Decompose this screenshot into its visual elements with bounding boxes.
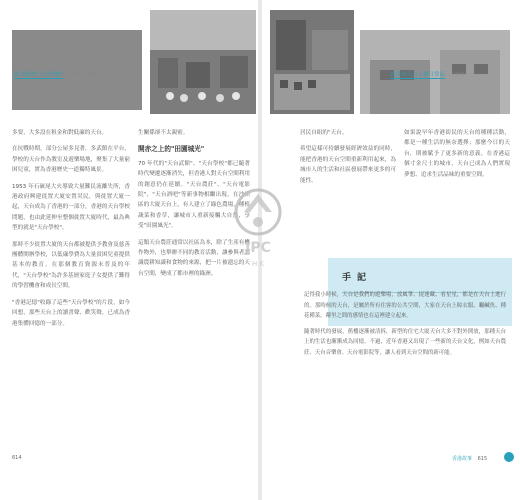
notes-para-2: 隨著時代的發展，舊樓逐漸被清拆，新型的住宅大廈天台大多不對外開放，那種天台上的生活也漸漸成為回憶。不過，近年香港又出現了一些新的天台文化，例如天台農莊、天台音樂會、天台電影院等，讓人看到天台空間的新可能。 <box>304 328 506 356</box>
svg-text:H K: H K <box>251 260 265 268</box>
photo1-caption-sub: 香港記憶圖書館 <box>68 73 101 78</box>
left-col1-para-3: 1953 年石硤尾大火導致大量難民流離失所，香港政府興建徙置大廈安置災民，與徙置大廈一起，天台成為了香港的一部分，香港的天台學校問題，也由此延伸至整個徙置大廈時代，最為典型的就是"天台學校"。 <box>12 183 130 232</box>
left-col1-para-5: "香港記憶"收錄了這些"天台學校"的片段，如今回想，那些天台上的讀書聲、歡笑聲，已成為香港集體回憶的一部分。 <box>12 299 130 327</box>
photo2-caption-sub: 文件集 <box>450 73 465 78</box>
left-page-number: 614 <box>12 455 22 461</box>
notes-body <box>304 290 506 363</box>
right-col1-para-1: 居民自組的"天台。 <box>300 130 348 136</box>
right-page-number: 615 <box>477 456 488 462</box>
jpc-watermark-logo <box>226 182 290 270</box>
left-page-column-1 <box>12 128 130 335</box>
left-col2-para-2: 這類天台農莊通常以社區為本，除了生產有機作物外，也舉辦不同的教育活動，讓參與者認識農耕知識和食物的來源，把一片被遺忘的天台空間，變成了都市裡的綠洲。 <box>138 239 250 277</box>
rooftop-garden-photo <box>270 10 354 114</box>
right-col2-para-1: 如果說早年香港街民的天台的種種活動，都是一種生活的無奈選擇；那麼今日的天台，則被賦予了更多新的意義。在香港這個寸金尺土的城市，天台已成為人們實現夢想、追求生活品味的重要空間。 <box>404 130 510 178</box>
footer-section-label: 香港故事 <box>452 456 473 462</box>
footer-section-icon <box>504 452 514 462</box>
left-col2-para-1: 70 年代的"天台武館"、"天台學校"都已隨著時代變遷逐漸消失，但香港人對天台空間利用的創意仍在延續。"天台農莊"、"天台電影院"、"天台酒吧"等新事物相繼出現，在沙田區的大廈天台上，有人建立了綠色農場，種植蔬菜和香草，讓城市人重新接觸大自然，享受"田園風光"。 <box>138 160 250 230</box>
right-page-column-2 <box>404 128 510 186</box>
photo2-caption-main: 黃奇的天台上種日常品 <box>390 72 446 78</box>
photo1-caption-main: 實大廈的"天台學校" <box>14 72 64 78</box>
left-col2-intro: 生關係卻不太親密。 <box>138 130 189 136</box>
photo2-caption <box>390 70 464 78</box>
notes-para-1: 記得我小時候，天台是我們的遊樂場，放風箏、捉迷藏、看星星，都是在天台上進行的。那時候的天台，是屬於所有住客的公共空間，大家在天台上晾衣服、曬鹹魚、種花種菜，鄰里之間的感情也在這裡建立起來。 <box>304 292 506 319</box>
left-col1-para-1: 多要，大多設在租金和對低廉的天台。 <box>12 130 108 136</box>
rooftop-scene-illustration <box>150 10 256 114</box>
svg-text:JPC: JPC <box>245 240 271 256</box>
notes-title: 手記 <box>342 273 373 283</box>
right-page-column-1 <box>300 128 396 192</box>
rooftop-school-photo-2 <box>150 10 256 114</box>
left-col1-para-2: 在抗戰時期，部分公屋多見著，多武館在平台，學校的天台作為教室及遊樂場地，聚集了大量窮困兒童，實為香港歷史一道獨特風景。 <box>12 146 130 174</box>
left-col1-para-4: 那時不少徙置大廈的天台都被提供予教會及慈善團體開辦學校，以低廉學費為大量貧困兒童提供基本的教育。在那個教育資源未普及的年代，"天台學校"為許多基層家庭子女提供了難得的學習機會和成長空間。 <box>12 241 130 290</box>
right-col1-para-2: 希望這樣可持續發展經濟效益的同時，能把香港的天台空間重新利用起來，為城市人的生活和社區發展帶來更多的可能性。 <box>300 146 396 184</box>
photo1-caption <box>14 70 100 78</box>
right-page-footer <box>452 455 487 462</box>
section-heading-rooftop-garden: 開赤之上的"田園城光" <box>138 145 205 154</box>
rooftop-garden-illustration <box>270 10 354 114</box>
